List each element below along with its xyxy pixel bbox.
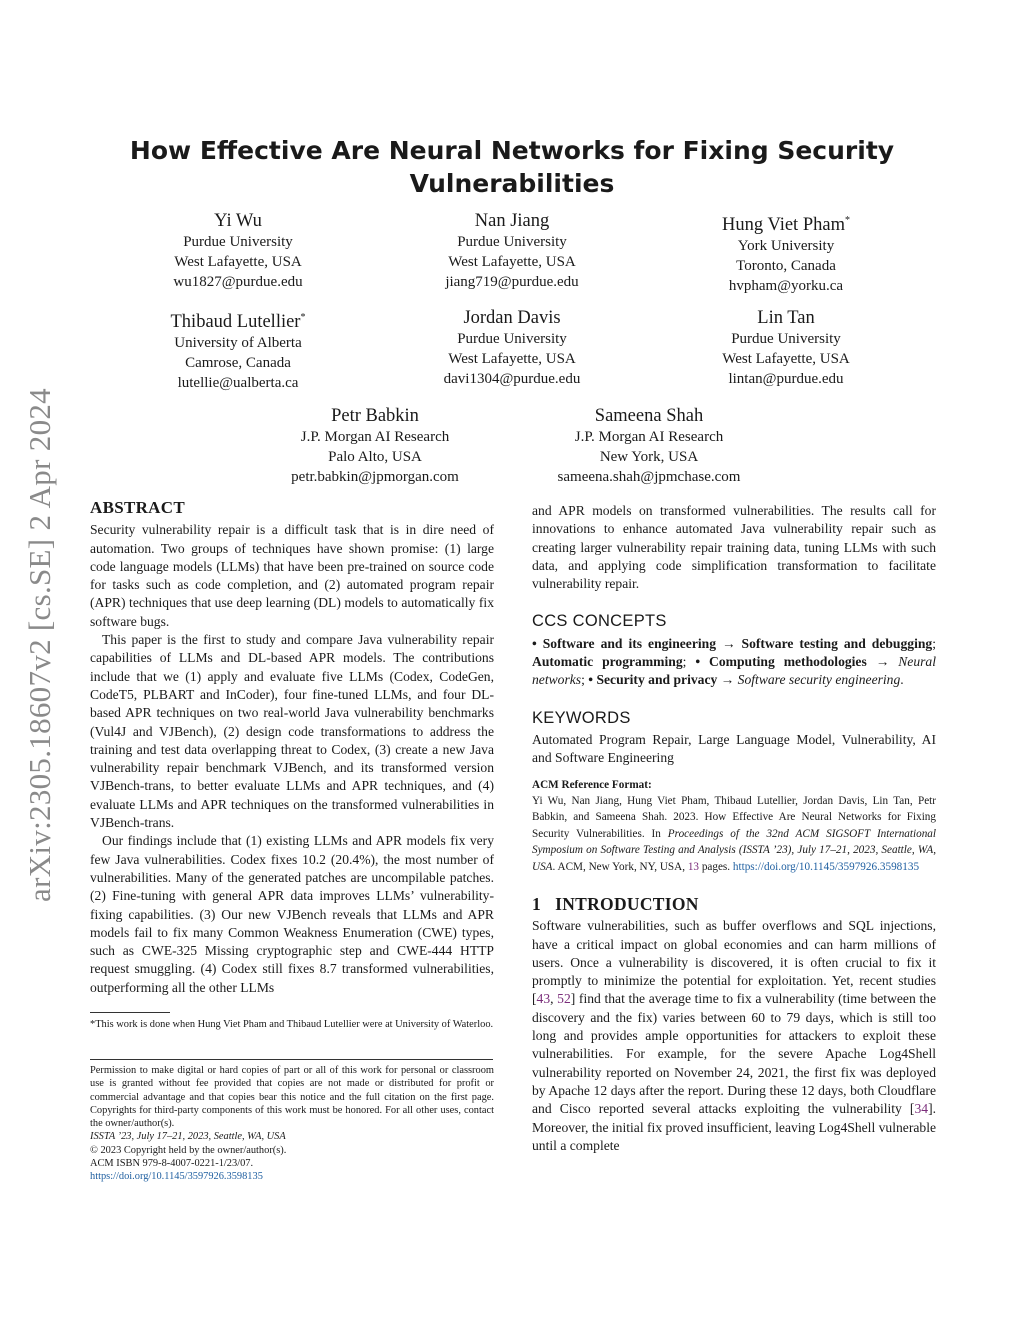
footnote: *This work is done when Hung Viet Pham and Thibaud Lutellier were at University of Waterloo. (90, 1019, 494, 1030)
text-segment: → (866, 654, 899, 670)
doi-link[interactable]: https://doi.org/10.1145/3597926.3598135 (90, 1171, 263, 1183)
citation-link[interactable]: 52 (557, 991, 571, 1007)
author-name (108, 307, 368, 333)
author-loc: New York, USA (599, 449, 699, 465)
acm-ref-heading: ACM Reference Format: (532, 778, 652, 791)
text-segment: • Software and its engineering → Software testing and debugging (532, 635, 933, 651)
text-segment: . ACM, New York, NY, USA, (552, 860, 688, 873)
author-email: davi1304@purdue.edu (443, 371, 581, 387)
abstract-heading: ABSTRACT (90, 498, 185, 517)
author-name-text: Thibaud Lutellier (170, 312, 301, 333)
copyright: © 2023 Copyright held by the owner/author(s). (90, 1144, 287, 1156)
author-name: Nan Jiang (474, 211, 550, 231)
text-segment: pages. (699, 860, 733, 873)
author-email: lintan@purdue.edu (728, 371, 844, 387)
author-affil: J.P. Morgan AI Research (300, 429, 450, 445)
author-name: Jordan Davis (463, 308, 561, 328)
abstract-paragraph: Security vulnerability repair is a difficult task that is in dire need of automation. Two groups of techniques have shown promise: (1) large code language models (LLMs) that have been pre-trained on source code for tasks such as code completion, and (2) automated program repair (APR) techniques that use deep learning (DL) models to automatically fix software bugs. (90, 522, 494, 629)
author-affil: J.P. Morgan AI Research (574, 429, 724, 445)
author-loc: Toronto, Canada (736, 258, 836, 275)
text-segment: ]. Moreover, the initial fix proved insufficient, leaving Log4Shell vulnerable until a complete (532, 1101, 936, 1153)
author-email: sameena.shah@jpmchase.com (557, 469, 741, 485)
author-affil: York University (737, 238, 835, 255)
citation-link[interactable]: 43 (536, 991, 551, 1007)
keywords-heading: KEYWORDS (532, 708, 631, 727)
author-loc: Palo Alto, USA (328, 449, 422, 465)
section-title: INTRODUCTION (555, 894, 699, 914)
author-name-text: Hung Viet Pham (722, 215, 845, 236)
author-name: Sameena Shah (594, 406, 704, 426)
author-email: hvpham@yorku.ca (728, 278, 844, 295)
author-affil: Purdue University (731, 331, 841, 347)
author-email: wu1827@purdue.edu (173, 274, 303, 290)
author-card (382, 210, 642, 292)
author-card (108, 210, 368, 292)
ccs-concepts (532, 635, 936, 690)
abstract-paragraph: This paper is the first to study and compare Java vulnerability repair capabilities of LLMs and DL-based APR models. The contributions include that we (1) apply and evaluate five LLMs (Codex, CodeGen, CodeT5, PLBART and InCoder), four fine-tuned LLMs, and four DL-based APR techniques on two real-world Java vulnerability benchmarks (Vul4J and VJBench), (2) design code transformations to address the training and test data overlapping threat to Codex, (3) create a new Java vulnerability repair benchmark VJBench, and its transformed version VJBench-trans, to better evaluate LLMs and APR techniques, and (4) evaluate LLMs and APR techniques on the transformed vulnerabilities in VJBench-trans. (90, 632, 494, 831)
author-loc: West Lafayette, USA (722, 351, 850, 367)
author-card (656, 307, 916, 389)
intro-heading (532, 895, 936, 913)
footnote-divider (90, 1012, 170, 1013)
text-segment: Proceedings of the 32nd ACM SIGSOFT International Symposium on Software Testing and Analysis (ISSTA ’23), July 17–21, 2023, Seattle, WA, USA (532, 827, 936, 873)
acm-ref-text (532, 793, 936, 875)
author-footnote-mark: * (300, 312, 306, 323)
permission-text: Permission to make digital or hard copies of part or all of this work for personal or classroom use is granted without fee provided that copies are not made or distributed for profit or commercial advantage and that copies bear this notice and the full citation on the first page. Copyrights for third-party components of this work must be honored. For all other uses, contact the owner/author(s). (90, 1065, 494, 1130)
author-affil: University of Alberta (174, 335, 302, 352)
text-segment: Automatic programming (532, 654, 683, 670)
section-number: 1 (532, 894, 542, 914)
permission-divider (90, 1059, 493, 1060)
text-segment: Yi Wu, Nan Jiang, Hung Viet Pham, Thibaud Lutellier, Jordan Davis, Lin Tan, Petr Babkin, and Sameena Shah. 2023. How Effective Are Neural Networks for Fixing Security Vulnerabilities. In (532, 794, 936, 840)
author-name: Petr Babkin (331, 406, 419, 426)
author-affil: Purdue University (457, 331, 567, 347)
left-column (90, 499, 494, 997)
text-segment: Software security engineering (737, 672, 901, 688)
doi-link[interactable]: https://doi.org/10.1145/3597926.3598135 (732, 860, 920, 873)
author-loc: Camrose, Canada (185, 355, 291, 372)
intro-paragraph (532, 917, 936, 1155)
author-email: petr.babkin@jpmorgan.com (291, 469, 459, 485)
citation-link[interactable]: 34 (914, 1101, 929, 1117)
right-column (532, 502, 936, 1155)
text-segment: ; (682, 654, 696, 670)
author-card (382, 307, 642, 389)
arxiv-identifier: arXiv:2305.18607v2 [cs.SE] 2 Apr 2024 (22, 388, 57, 902)
author-affil: Purdue University (183, 234, 293, 250)
text-segment: . (900, 672, 904, 688)
author-email: lutellie@ualberta.ca (177, 375, 299, 392)
text-segment: Neural networks (532, 654, 936, 688)
author-card (519, 405, 779, 487)
text-segment: ; (932, 635, 936, 651)
text-segment: Software vulnerabilities, such as buffer overflows and SQL injections, have a critical impact on global economies and can harm millions of users. Once a vulnerability is discovered, it is often crucial to fix it promptly to minimize the potential for exploitation. Yet, recent studies [ (532, 918, 936, 1007)
author-name: Yi Wu (214, 211, 262, 231)
author-footnote-mark: * (844, 215, 850, 226)
author-card (656, 210, 916, 296)
text-segment: • Computing methodologies (695, 654, 867, 670)
author-name (656, 210, 916, 236)
author-loc: West Lafayette, USA (174, 254, 302, 270)
text-segment: ; (581, 672, 589, 688)
isbn: ACM ISBN 979-8-4007-0221-1/23/07. (90, 1158, 254, 1170)
citation-link[interactable]: 13 (687, 860, 700, 873)
author-email: jiang719@purdue.edu (445, 274, 579, 290)
text-segment: • Security and privacy (588, 672, 718, 688)
text-segment: ] find that the average time to fix a vulnerability (time between the discovery and the fix) varies between 60 to 79 days, which is still too long and provides ample opportunities for attackers to exploit these vulnerabilities. For example, for the severe Apache Log4Shell vulnerability reported on November 24, 2021, the first fix was deployed by Apache 12 days after the report. During these 12 days, both Cloudflare and Cisco reported several attacks exploiting the vulnerability [ (532, 991, 937, 1117)
venue: ISSTA ’23, July 17–21, 2023, Seattle, WA, USA (90, 1131, 286, 1143)
text-segment: , (550, 991, 558, 1007)
paper-title: How Effective Are Neural Networks for Fixing Security Vulnerabilities (129, 136, 895, 198)
author-card (245, 405, 505, 487)
ccs-heading: CCS CONCEPTS (532, 612, 667, 631)
author-card (108, 307, 368, 393)
keywords-text: Automated Program Repair, Large Language Model, Vulnerability, AI and Software Engineering (532, 731, 936, 766)
abstract-paragraph: Our findings include that (1) existing LLMs and APR models fix very few Java vulnerabilities. Codex fixes 10.2 (20.4%), the most number of vulnerabilities. Many of the generated patches are uncompilable patches. (2) Fine-tuning with general APR data improves LLMs’ vulnerability-fixing capabilities. (3) Our new VJBench reveals that LLMs and APR models fail to fix many Common Weakness Enumeration (CWE) types, such as CWE-325 Missing cryptographic step and CWE-444 HTTP request smuggling. (4) Codex still fixes 8.7 transformed vulnerabilities, outperforming all the other LLMs (90, 833, 494, 995)
text-segment: → (717, 672, 738, 688)
abstract-continuation: and APR models on transformed vulnerabilities. The results call for innovations to enhance automated Java vulnerability repair such as creating larger vulnerability repair training data, tuning LLMs with such data, and applying code simplification transformation to facilitate vulnerability repair. (532, 503, 936, 592)
permission-block (90, 1064, 494, 1184)
author-loc: West Lafayette, USA (448, 351, 576, 367)
author-name: Lin Tan (757, 308, 815, 328)
author-affil: Purdue University (457, 234, 567, 250)
author-loc: West Lafayette, USA (448, 254, 576, 270)
